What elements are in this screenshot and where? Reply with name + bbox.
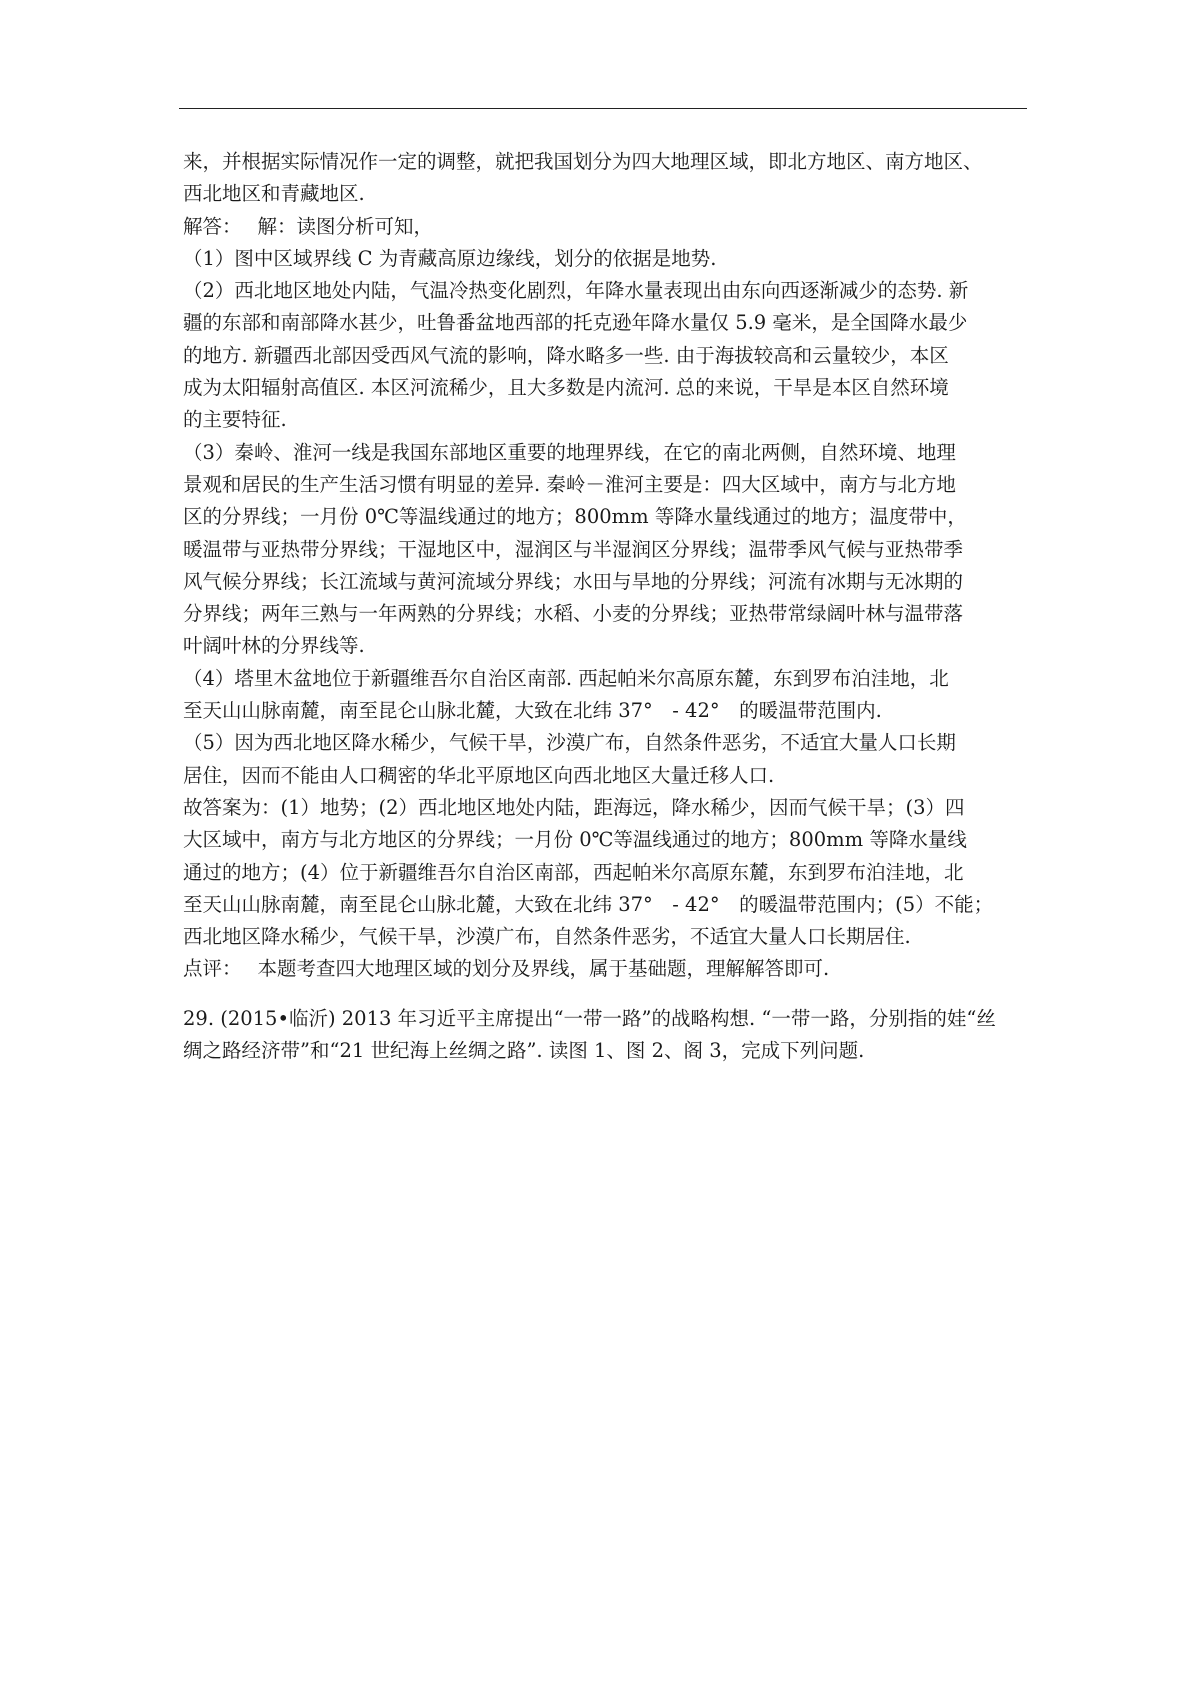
answer-section [183, 146, 1033, 986]
text-line: 风气候分界线；长江流域与黄河流域分界线；水田与旱地的分界线；河流有冰期与无冰期的 [183, 569, 964, 593]
question-29 [183, 1003, 1033, 1068]
text-line: 通过的地方；(4）位于新疆维吾尔自治区南部，西起帕米尔高原东麓，东到罗布泊洼地，北 [183, 860, 964, 884]
final-answer-line: 故答案为：(1）地势；(2）西北地区地处内陆，距海远，降水稀少，因而气候干旱；(3）四 [183, 795, 965, 819]
text-line: 叶阔叶林的分界线等. [183, 634, 365, 658]
text-line: 至天山山脉南麓，南至昆仑山脉北麓，大致在北纬 37° - 42° 的暖温带范围内；(5）不能； [183, 892, 994, 916]
text-line: 分界线；两年三熟与一年两熟的分界线；水稻、小麦的分界线；亚热带常绿阔叶林与温带落 [183, 602, 964, 626]
text-line: 大区域中，南方与北方地区的分界线；一月份 0℃等温线通过的地方；800mm 等降水量线 [183, 828, 967, 852]
header-rule [179, 108, 1027, 109]
question-line: 绸之路经济带”和“21 世纪海上丝绸之路”. 读图 1、图 2、阁 3，完成下列问题. [183, 1039, 865, 1063]
answer-heading: 解答： 解：读图分析可知， [183, 214, 433, 238]
text-line: 居住，因而不能由人口稠密的华北平原地区向西北地区大量迁移人口. [183, 763, 775, 787]
text-line: （2）西北地区地处内陆，气温冷热变化剧烈，年降水量表现出由东向西逐渐减少的态势. 新 [183, 279, 969, 303]
commentary-line: 点评： 本题考查四大地理区域的划分及界线，属于基础题，理解解答即可. [183, 957, 830, 981]
text-line: 西北地区降水稀少，气候干旱，沙漠广布，自然条件恶劣，不适宜大量人口长期居住. [183, 925, 911, 949]
text-line: （4）塔里木盆地位于新疆维吾尔自治区南部. 西起帕米尔高原东麓，东到罗布泊洼地，北 [183, 666, 949, 690]
text-line: （1）图中区域界线 C 为青藏高原边缘线，划分的依据是地势. [183, 246, 717, 270]
text-line: 成为太阳辐射高值区. 本区河流稀少，且大多数是内流河. 总的来说，干旱是本区自然环境 [183, 376, 949, 400]
text-line: 的主要特征. [183, 408, 287, 432]
text-line: 暖温带与亚热带分界线；干湿地区中，湿润区与半湿润区分界线；温带季风气候与亚热带季 [183, 537, 964, 561]
text-line: 疆的东部和南部降水甚少，吐鲁番盆地西部的托克逊年降水量仅 5.9 毫米，是全国降水最少 [183, 311, 968, 335]
text-line: 的地方. 新疆西北部因受西风气流的影响，降水略多一些. 由于海拔较高和云量较少，本区 [183, 343, 949, 367]
text-line: （5）因为西北地区降水稀少，气候干旱，沙漠广布，自然条件恶劣，不适宜大量人口长期 [183, 731, 956, 755]
text-line: 景观和居民的生产生活习惯有明显的差异. 秦岭－淮河主要是：四大区域中，南方与北方地 [183, 472, 956, 496]
text-line: 西北地区和青藏地区. [183, 182, 365, 206]
text-line: 区的分界线；一月份 0℃等温线通过的地方；800mm 等降水量线通过的地方；温度带中， [183, 505, 967, 529]
text-line: （3）秦岭、淮河一线是我国东部地区重要的地理界线，在它的南北两侧，自然环境、地理 [183, 440, 956, 464]
text-line: 来，并根据实际情况作一定的调整，就把我国划分为四大地理区域，即北方地区、南方地区、 [183, 150, 983, 173]
question-line: 29. (2015•临沂) 2013 年习近平主席提出“一带一路”的战略构想. “一带一路，分别指的娃“丝 [183, 1007, 996, 1030]
text-line: 至天山山脉南麓，南至昆仑山脉北麓，大致在北纬 37° - 42° 的暖温带范围内. [183, 699, 882, 723]
